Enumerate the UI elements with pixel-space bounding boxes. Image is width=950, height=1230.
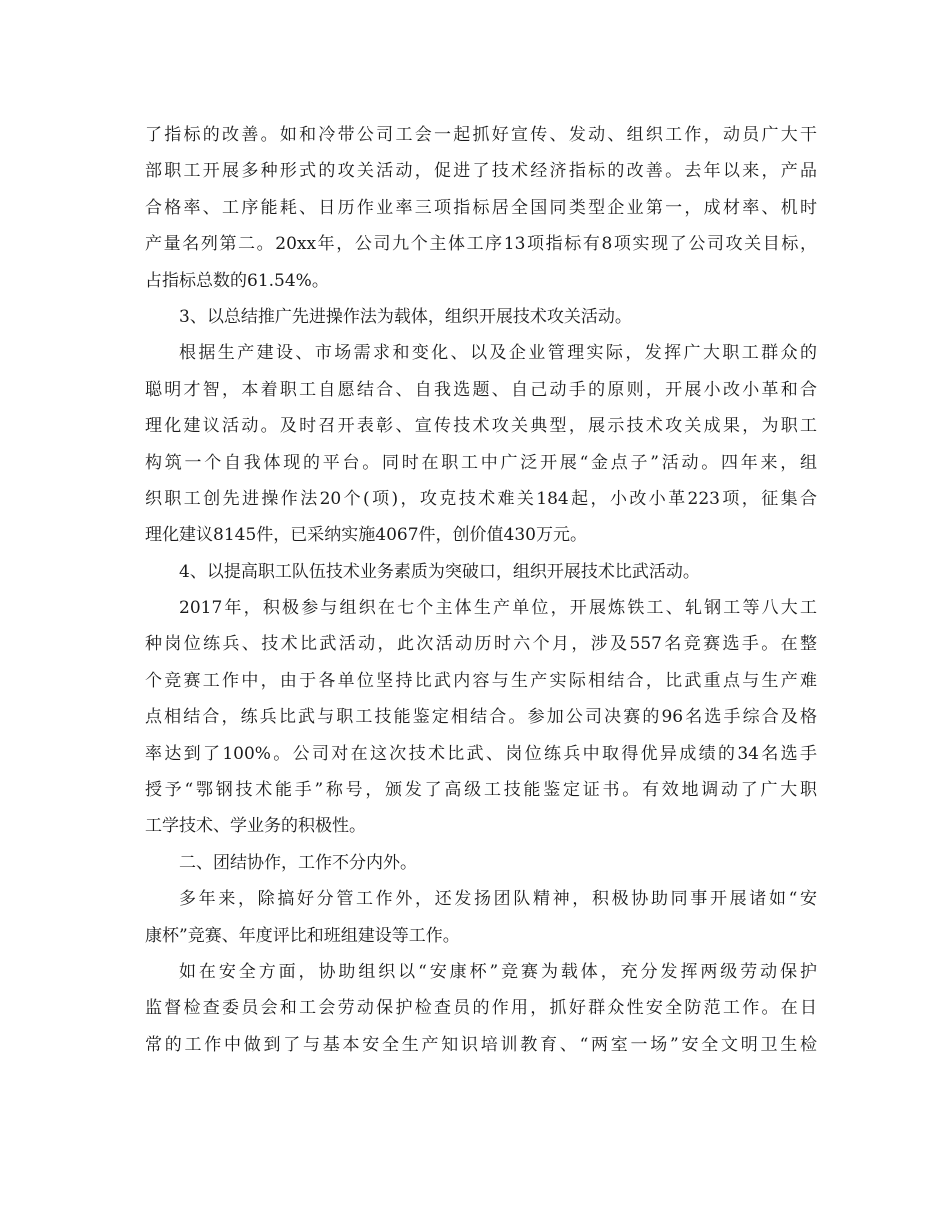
text-line: 多年来，除搞好分管工作外，还发扬团队精神，积极协助同事开展诸如“安 bbox=[179, 889, 817, 910]
text-line: 根据生产建设、市场需求和变化、以及企业管理实际，发挥广大职工群众的 bbox=[179, 343, 817, 364]
text-line: 授予“鄂钢技术能手”称号，颁发了高级工技能鉴定证书。有效地调动了广大职 bbox=[145, 780, 817, 801]
text-line: 如在安全方面，协助组织以“安康杯”竞赛为载体，充分发挥两级劳动保护 bbox=[179, 961, 817, 982]
text-line: 3、以总结推广先进操作法为载体，组织开展技术攻关活动。 bbox=[179, 306, 632, 327]
text-line: 占指标总数的61.54%。 bbox=[145, 270, 329, 291]
document-body bbox=[145, 117, 817, 1063]
text-line: 理化建议活动。及时召开表彰、宣传技术攻关典型，展示技术攻关成果，为职工 bbox=[145, 416, 817, 437]
text-line: 部职工开展多种形式的攻关活动，促进了技术经济指标的改善。去年以来，产品 bbox=[145, 161, 817, 182]
text-line: 常的工作中做到了与基本安全生产知识培训教育、“两室一场”安全文明卫生检 bbox=[145, 1034, 817, 1055]
text-line: 监督检查委员会和工会劳动保护检查员的作用，抓好群众性安全防范工作。在日 bbox=[145, 998, 817, 1019]
text-line: 构筑一个自我体现的平台。同时在职工中广泛开展“金点子”活动。四年来，组 bbox=[145, 452, 817, 473]
text-line: 了指标的改善。如和冷带公司工会一起抓好宣传、发动、组织工作，动员广大干 bbox=[145, 125, 817, 145]
text-line: 点相结合，练兵比武与职工技能鉴定相结合。参加公司决赛的96名选手综合及格 bbox=[145, 707, 817, 728]
text-line: 4、以提高职工队伍技术业务素质为突破口，组织开展技术比武活动。 bbox=[179, 561, 700, 582]
text-line: 聪明才智，本着职工自愿结合、自我选题、自己动手的原则，开展小改小革和合 bbox=[145, 379, 817, 400]
text-line: 合格率、工序能耗、日历作业率三项指标居全国同类型企业第一，成材率、机时 bbox=[145, 197, 817, 218]
text-line: 理化建议8145件，已采纳实施4067件，创价值430万元。 bbox=[145, 525, 587, 546]
text-line: 个竞赛工作中，由于各单位坚持比武内容与生产实际相结合，比武重点与生产难 bbox=[145, 670, 817, 691]
text-line: 康杯”竞赛、年度评比和班组建设等工作。 bbox=[145, 925, 460, 946]
text-line: 工学技术、学业务的积极性。 bbox=[145, 816, 366, 837]
text-line: 率达到了100%。公司对在这次技术比武、岗位练兵中取得优异成绩的34名选手 bbox=[145, 743, 817, 764]
text-line: 二、团结协作，工作不分内外。 bbox=[179, 852, 417, 873]
text-line: 产量名列第二。20xx年，公司九个主体工序13项指标有8项实现了公司攻关目标， bbox=[145, 234, 817, 255]
text-line: 织职工创先进操作法20个(项)，攻克技术难关184起，小改小革223项，征集合 bbox=[145, 488, 817, 509]
text-line: 种岗位练兵、技术比武活动，此次活动历时六个月，涉及557名竞赛选手。在整 bbox=[145, 634, 817, 655]
text-line: 2017年，积极参与组织在七个主体生产单位，开展炼铁工、轧钢工等八大工 bbox=[179, 598, 817, 619]
